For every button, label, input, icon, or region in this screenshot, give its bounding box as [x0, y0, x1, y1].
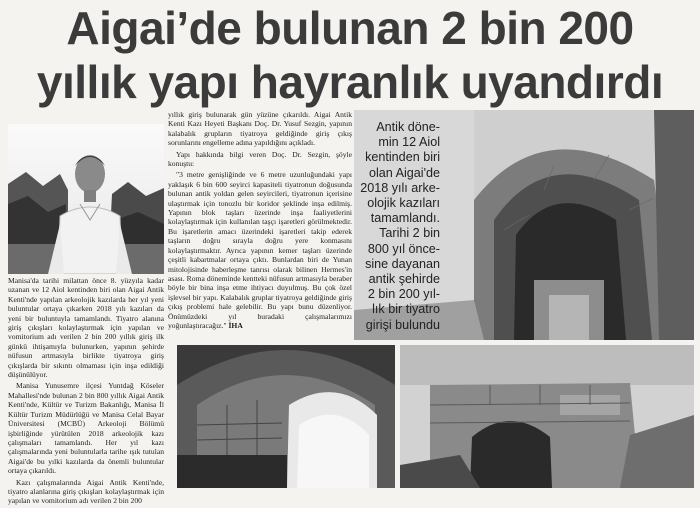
portrait-image: [8, 124, 164, 274]
ruins-photo-bottom-right: [400, 345, 694, 488]
corridor-image: [177, 345, 395, 488]
highlight-line: olojik kazıları: [367, 196, 440, 211]
highlight-line: lık bir tiyatro: [372, 302, 440, 317]
highlight-line: antik şehirde: [368, 272, 440, 287]
highlight-line: olan Aigai'de: [368, 165, 440, 180]
left-paragraph-3: Kazı çalışmalarında Aigai Antik Kenti'nde, tiyatro alanlarına giriş çıkışları kolaylaştırmak için yapılan ve vomitorium adı verilen 2 bin 200: [8, 477, 164, 506]
left-column-text: [8, 276, 164, 508]
byline-iha: İHA: [228, 320, 243, 330]
middle-paragraph-1: yıllık giriş bulunarak gün yüzüne çıkarıldı. Aigai Antik Kenti Kazı Heyeti Başkanı Doç. Dr. Yusuf Sezgin, yapının kalabalık grupların tiyatroya geldiğinde giriş çıkış sorunlarını engelleme adına yapıldığını açıkladı.: [168, 110, 352, 148]
middle-paragraph-2: Yapı hakkında bilgi veren Doç. Dr. Sezgin, şöyle konuştu:: [168, 149, 352, 169]
middle-paragraph-3: [168, 170, 352, 330]
left-paragraph-2: Manisa Yunusemre ilçesi Yuntdağ Köseler Mahallesi'nde bulunan 2 bin 800 yıllık Aigai Antik Kenti'nde, Kültür ve Turizm Bakanlığı, Manisa İl Kültür Turizm Müdürlüğü ve Manisa Celal Bayar Üniversitesi (MCBÜ) Arkeoloji Bölümü işbirliğinde yürütülen 2018 arkeolojik kazı çalışmaları tamamlandı. Her yıl kazı çalışmalarında yeni buluntularla tarihe ışık tutulan Aigai'de bu yılki kazılarda da önemli buluntular ortaya çıkarıldı.: [8, 381, 164, 476]
portrait-photo: [8, 124, 164, 274]
quote-text: "3 metre genişliğinde ve 6 metre uzunluğundaki yapı yaklaşık 6 bin 600 seyirci kapasiteli tiyatronun doğusunda bulunan antik yoldan gelen seyircileri, tiyatronun içerisine ulaştırmak için tonozlu bir koridor şeklinde inşa edilmiş. Yapının blok taşları üzerinde inşa faaliyetlerini kolaylaştırmak için kullanılan taşçı işaretleri görülmektedir. Bu işaretlerin amacı üzerindeki işaretleri takip ederek taşların doğru sırayla doğru yere konmasını kolaylaştırmaktır. Ayrıca yapının kemer taşları üzerinde çeşitli kabartmalar ortaya çıktı. Bunlardan biri de Yunan mitolojisinde haberleşme tanrısı olarak bilinen Hermes'in asası. Roma döneminde kentteki nüfusun artmasıyla beraber böyle bir bina inşa etme ihtiyacı duyulmuş. Bu çok özel işlevsel bir yapı. Kalabalık gruplar tiyatroya geldiğinde giriş çıkış problemi hale gelebilir. Bu yapı bunu düzenliyor. Önümüzdeki yıl buradaki çalışmalarımızı yoğunlaştıracağız.": [168, 170, 352, 330]
highlight-line: Tarihi 2 bin: [379, 226, 440, 241]
highlight-line: sine dayanan: [365, 256, 440, 271]
highlight-line: 2 bin 200 yıl-: [367, 287, 440, 302]
highlight-line: kentinden biri: [365, 150, 440, 165]
highlight-line: min 12 Aiol: [378, 135, 440, 150]
highlight-line: 800 yıl önce-: [367, 241, 440, 256]
highlight-quote: [348, 120, 440, 333]
highlight-line: Antik döne-: [376, 120, 440, 134]
highlight-line: tamamlandı.: [370, 211, 440, 226]
left-paragraph-1: Manisa'da tarihi milattan önce 8. yüzyıla kadar uzanan ve 12 Aiol kentinden biri olan Aigai Antik Kenti'nde yapılan arkeolojik kazılarda her yıl yeni buluntular ortaya çıkarken 2018 yılı kazıları da yeni bir buluntuyla tamamlandı. Tiyatro alanına giriş çıkışları kolaylaştırmak için yapılan ve vomitorium adı verilen 2 bin 200 yıllık giriş ilk günkü ihtişamıyla bulunurken, yapının şehirde nüfusun artmasıyla birlikte tiyatroya giriş çıkışlarda bir sıkıntı olmaması için inşa edildiği düşünülüyor.: [8, 276, 164, 380]
arch-photo-bottom-left: [177, 345, 395, 488]
highlight-line: 2018 yılı arke-: [360, 180, 440, 195]
highlight-line: girişi bulundu: [365, 317, 440, 332]
middle-column-text: [168, 110, 352, 332]
ruins-image: [400, 345, 694, 488]
headline-line-1: Aigai’de bulunan 2 bin 200: [66, 2, 634, 54]
headline-line-2: yıllık yapı hayranlık uyandırdı: [36, 56, 664, 108]
